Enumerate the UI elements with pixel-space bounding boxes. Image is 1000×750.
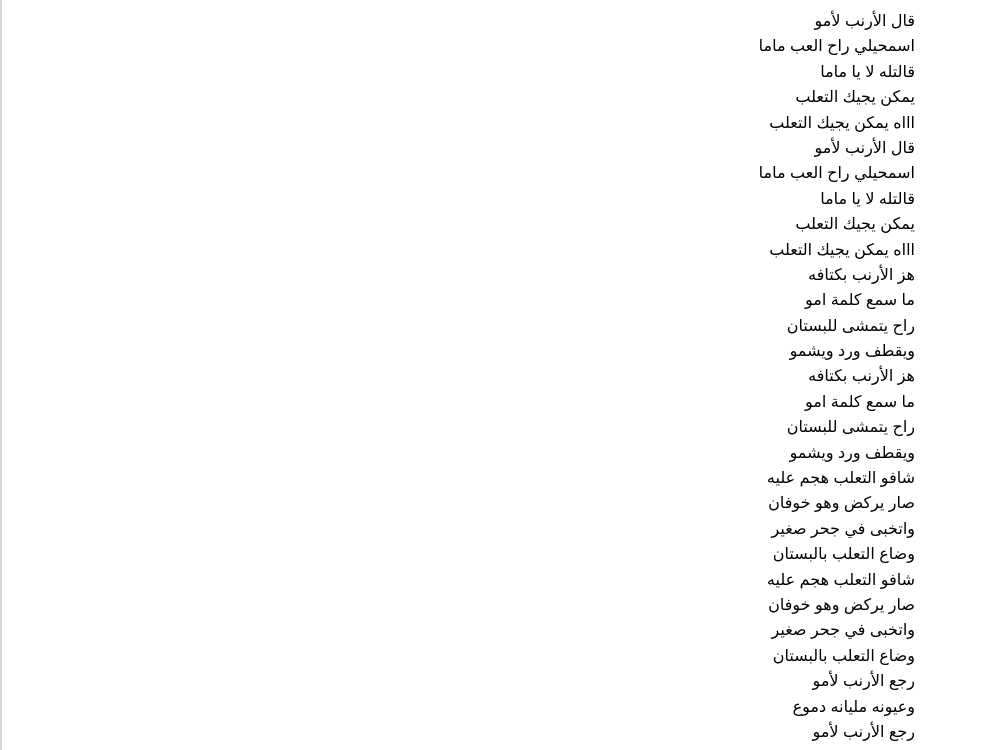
lyric-line: اااه يمكن يجيك التعلب [769, 241, 915, 259]
lyric-line: ما سمع كلمة امو [805, 393, 915, 411]
lyric-line: واتخبى في جحر صغير [771, 520, 915, 538]
lyrics-list [515, 9, 915, 745]
lyric-line: ويقطف ورد ويشمو [789, 343, 915, 361]
lyric-line: راح يتمشى للبستان [786, 419, 915, 437]
lyric-line: اسمحيلي راح العب ماما [758, 165, 915, 183]
lyric-line: صار يركض وهو خوفان [768, 596, 915, 614]
lyric-line: وضاع التعلب بالبستان [772, 647, 915, 665]
lyric-line: قال الأرنب لأمو [814, 13, 915, 30]
lyric-line: هز الأرنب بكتافه [808, 266, 915, 284]
lyric-line: ويقطف ورد ويشمو [789, 444, 915, 462]
lyric-line: وضاع التعلب بالبستان [772, 546, 915, 564]
lyric-line: واتخبى في جحر صغير [771, 622, 915, 640]
lyric-line: اسمحيلي راح العب ماما [758, 38, 915, 56]
lyric-line: رجع الأرنب لأمو [812, 673, 915, 691]
lyric-line: ما سمع كلمة امو [805, 292, 915, 310]
lyric-line: وعيونه مليانه دموع [792, 698, 915, 716]
lyric-line: يمكن يجيك التعلب [795, 216, 915, 234]
lyric-line: قالتله لا يا ماما [820, 63, 915, 81]
lyric-line: هز الأرنب بكتافه [808, 368, 915, 386]
lyric-line: راح يتمشى للبستان [786, 317, 915, 335]
lyric-line: صار يركض وهو خوفان [768, 495, 915, 513]
lyric-line: قالتله لا يا ماما [820, 190, 915, 208]
lyric-line: يمكن يجيك التعلب [795, 89, 915, 107]
lyric-line: رجع الأرنب لأمو [812, 723, 915, 741]
lyric-line: شافو التعلب هجم عليه [766, 470, 915, 488]
lyric-line: اااه يمكن يجيك التعلب [769, 114, 915, 132]
lyric-line: قال الأرنب لأمو [814, 139, 915, 157]
lyric-line: شافو التعلب هجم عليه [766, 571, 915, 589]
